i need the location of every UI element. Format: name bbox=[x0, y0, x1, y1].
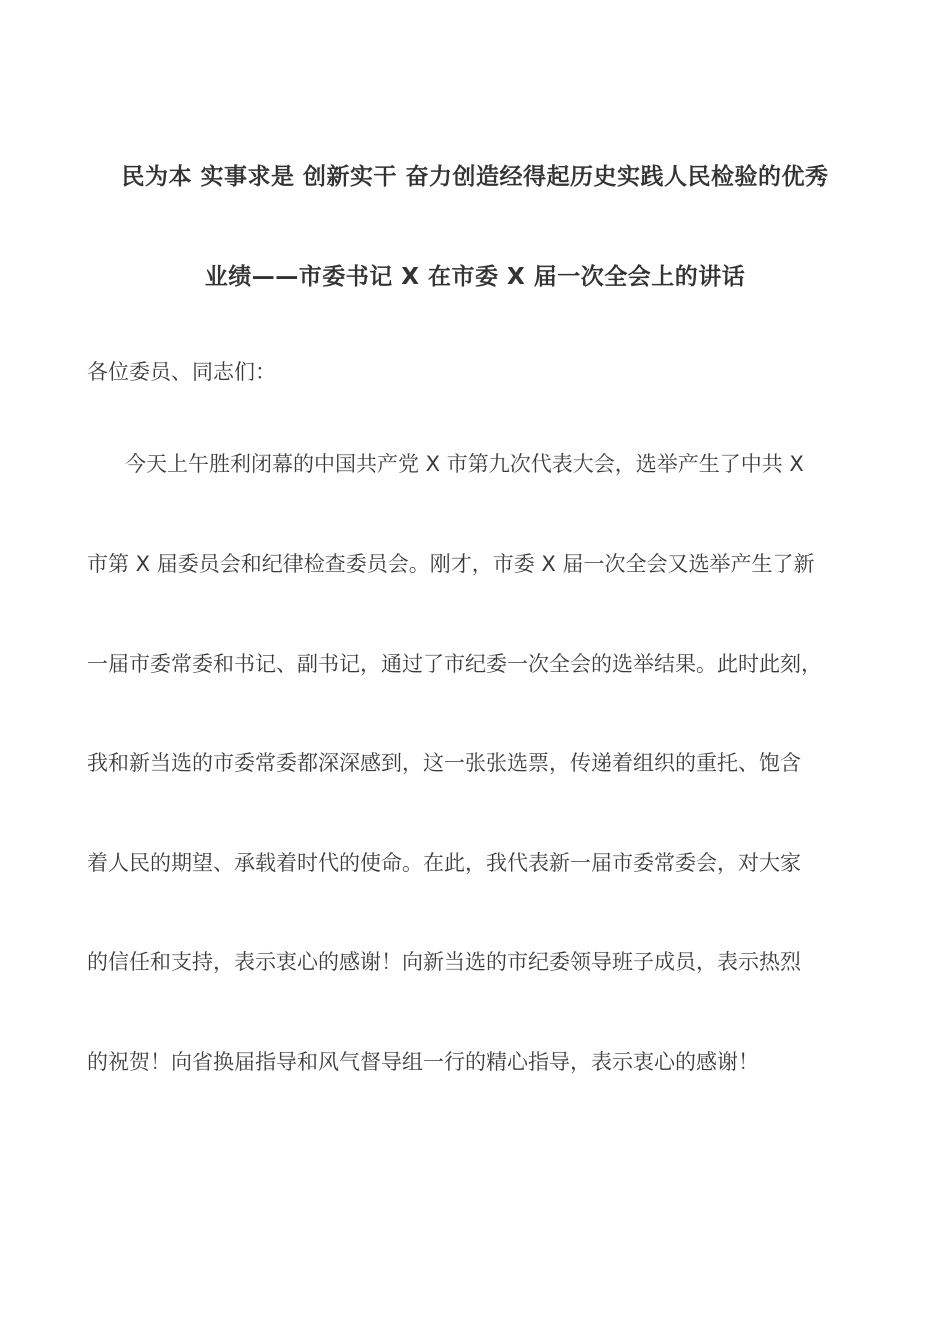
body-line: 一届市委常委和书记、副书记，通过了市纪委一次全会的选举结果。此时此刻， bbox=[87, 652, 822, 676]
document-title-line-1: 民为本 实事求是 创新实干 奋力创造经得起历史实践人民检验的优秀 bbox=[121, 164, 829, 190]
body-line: 的信任和支持，表示衷心的感谢！向新当选的市纪委领导班子成员，表示热烈 bbox=[87, 950, 801, 974]
body-line: 着人民的期望、承载着时代的使命。在此，我代表新一届市委常委会，对大家 bbox=[87, 851, 801, 875]
body-line: 的祝贺！向省换届指导和风气督导组一行的精心指导，表示衷心的感谢！ bbox=[87, 1050, 759, 1074]
body-line: 今天上午胜利闭幕的中国共产党 X 市第九次代表大会，选举产生了中共 X bbox=[125, 452, 804, 476]
salutation: 各位委员、同志们： bbox=[87, 360, 276, 384]
document-title-line-2: 业绩——市委书记 X 在市委 X 届一次全会上的讲话 bbox=[204, 264, 746, 290]
body-line: 我和新当选的市委常委都深深感到，这一张张选票，传递着组织的重托、饱含 bbox=[87, 751, 801, 775]
body-line: 市第 X 届委员会和纪律检查委员会。刚才，市委 X 届一次全会又选举产生了新 bbox=[87, 552, 815, 576]
